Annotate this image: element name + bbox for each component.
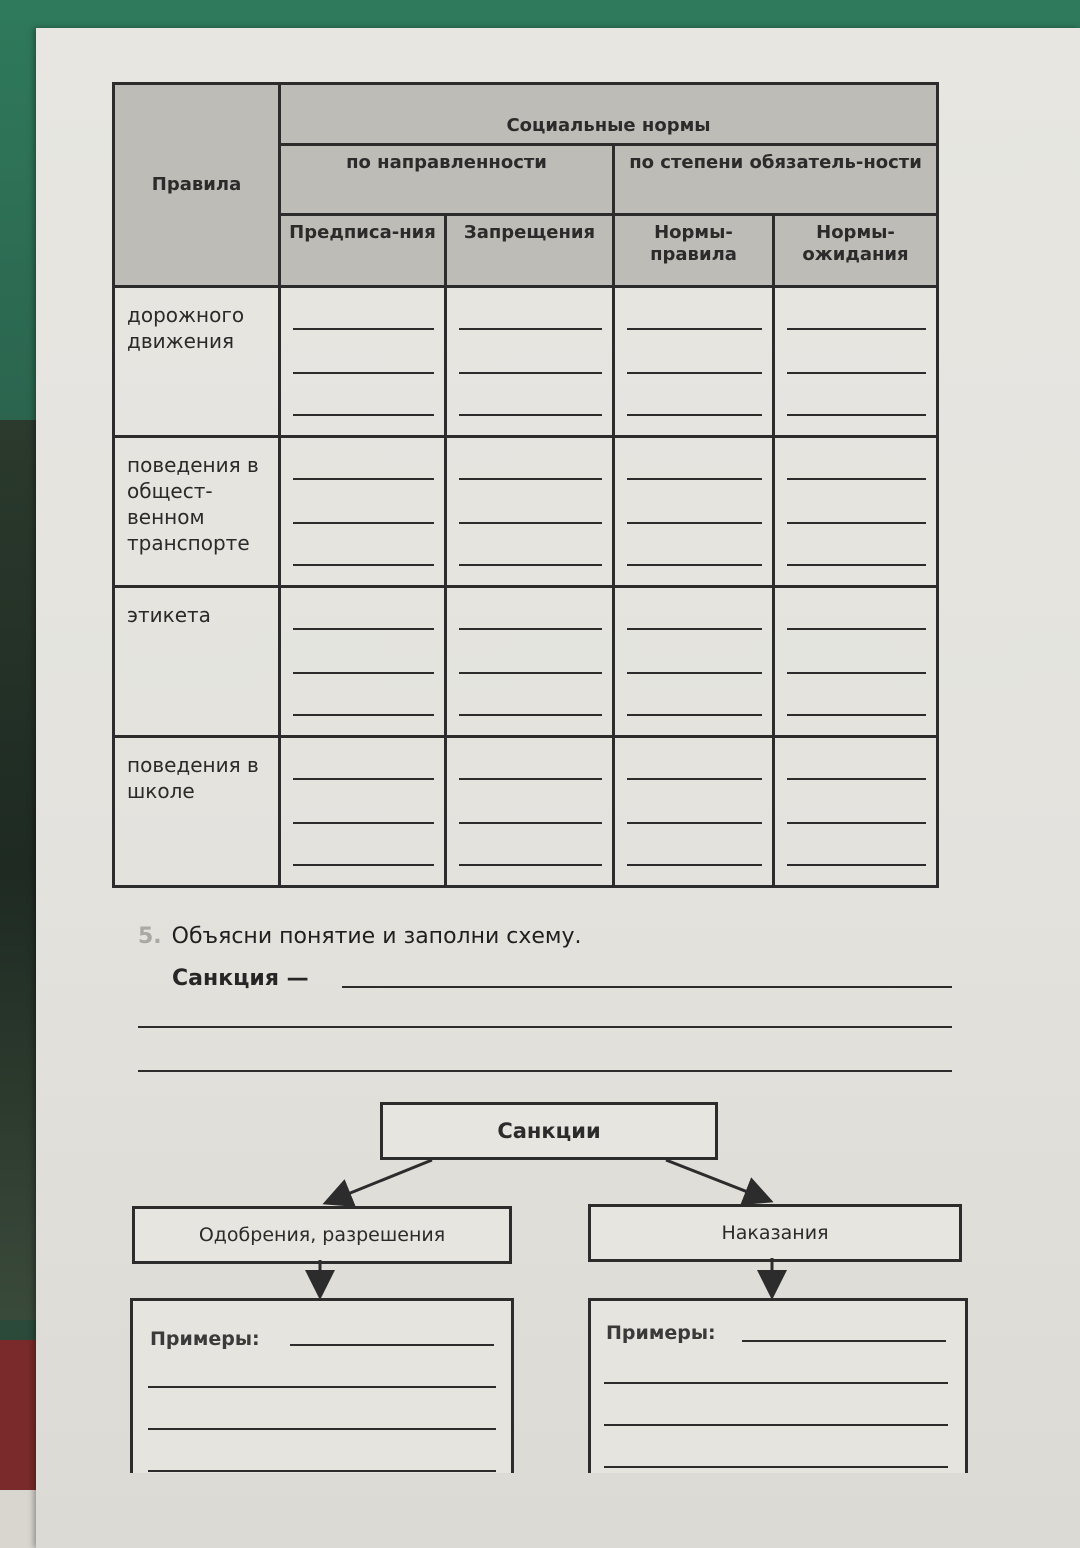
group-by-direction: по направленности	[280, 145, 614, 215]
example-line[interactable]	[148, 1386, 496, 1388]
group-by-obligation: по степени обязатель-ности	[614, 145, 938, 215]
example-line[interactable]	[604, 1424, 948, 1426]
rules-header: Правила	[114, 84, 280, 287]
answer-cell[interactable]	[614, 287, 774, 437]
answer-cell[interactable]	[446, 587, 614, 737]
col-prescriptions: Предписа-ния	[280, 215, 446, 287]
definition-line[interactable]	[138, 1070, 952, 1072]
definition-line[interactable]	[138, 1026, 952, 1028]
col-prohibitions: Запрещения	[446, 215, 614, 287]
definition-line[interactable]	[342, 986, 952, 988]
answer-cell[interactable]	[614, 587, 774, 737]
punishments-box: Наказания	[588, 1204, 962, 1262]
sanctions-box: Санкции	[380, 1102, 718, 1160]
col-norm-rules: Нормы-правила	[614, 215, 774, 287]
row-label-traffic: дорожного движения	[114, 287, 280, 437]
answer-cell[interactable]	[774, 437, 938, 587]
answer-cell[interactable]	[446, 737, 614, 887]
row-label-school: поведения в школе	[114, 737, 280, 887]
answer-cell[interactable]	[446, 287, 614, 437]
task-instruction	[138, 924, 582, 949]
answer-cell[interactable]	[280, 737, 446, 887]
approvals-box: Одобрения, разрешения	[132, 1206, 512, 1264]
social-norms-table	[112, 82, 939, 888]
approvals-examples-label: Примеры:	[150, 1328, 260, 1350]
table-row	[114, 437, 938, 587]
example-line[interactable]	[604, 1382, 948, 1384]
task-text: Объясни понятие и заполни схему.	[171, 924, 582, 949]
answer-cell[interactable]	[614, 737, 774, 887]
answer-cell[interactable]	[280, 287, 446, 437]
social-norms-header: Социальные нормы	[280, 84, 938, 145]
example-line[interactable]	[290, 1344, 494, 1346]
term-label: Санкция —	[172, 966, 309, 991]
answer-cell[interactable]	[774, 287, 938, 437]
col-norm-expectations: Нормы-ожидания	[774, 215, 938, 287]
punishments-examples-label: Примеры:	[606, 1322, 716, 1344]
table-row	[114, 737, 938, 887]
background-red-edge	[0, 1340, 40, 1490]
answer-cell[interactable]	[280, 437, 446, 587]
answer-cell[interactable]	[280, 587, 446, 737]
answer-cell[interactable]	[614, 437, 774, 587]
table-row	[114, 587, 938, 737]
background-left-edge	[0, 420, 40, 1320]
task-number: 5.	[138, 924, 162, 949]
example-line[interactable]	[604, 1466, 948, 1468]
row-label-etiquette: этикета	[114, 587, 280, 737]
example-line[interactable]	[742, 1340, 946, 1342]
answer-cell[interactable]	[774, 737, 938, 887]
answer-cell[interactable]	[446, 437, 614, 587]
example-line[interactable]	[148, 1428, 496, 1430]
row-label-transport: поведения в общест-венном транспорте	[114, 437, 280, 587]
example-line[interactable]	[148, 1470, 496, 1472]
table-row	[114, 287, 938, 437]
answer-cell[interactable]	[774, 587, 938, 737]
